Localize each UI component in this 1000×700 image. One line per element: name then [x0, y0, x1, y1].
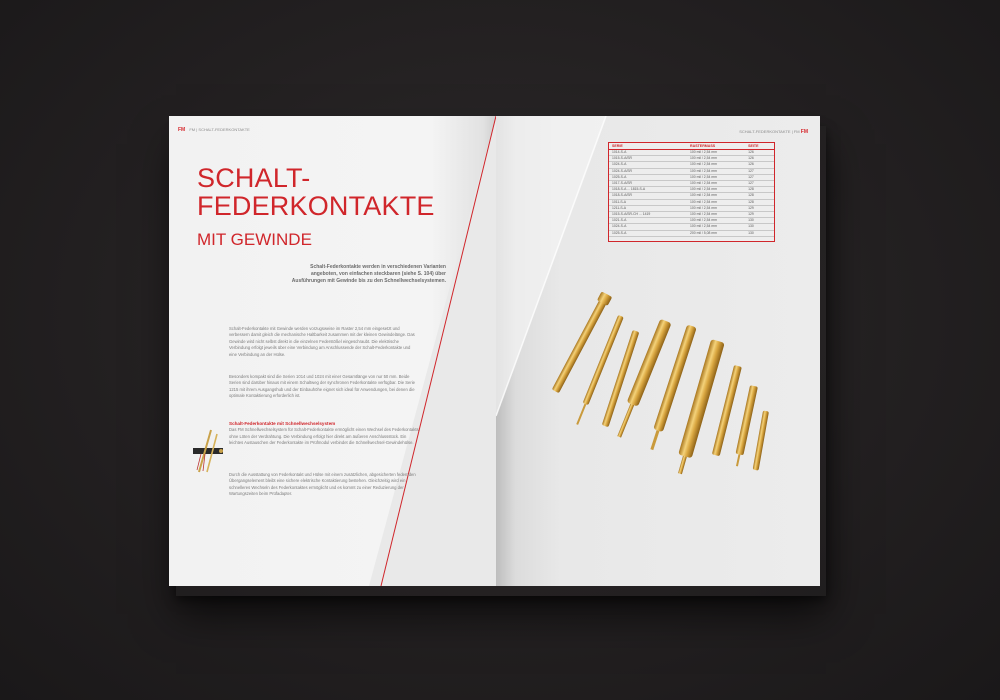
spec-table-cell: 100 mil / 2,54 mm — [687, 174, 745, 180]
body-paragraph: Schalt-Federkontakte mit Gewinde werden vorzugsweise im Raster 2,54 mm eingesetzt und verbessern damit gleich die mechanische Haltbarkeit zusammen mit der kleinen Gewindelänge. Das Gewinde wird nicht selbst direkt in die einzelnen Federstößel eingeschraubt. Die elektrische Verbindung erfolgt jeweils über eine Verbindung am Anschlussende der Schalt-Federkontakte und eine Verbindung an der Hülse. — [229, 326, 415, 357]
spec-table-cell: 1015-S-A/SR-CH ... 1419 — [609, 212, 687, 218]
header-text: SCHALT-FEDERKONTAKTE | FM — [739, 129, 800, 134]
quick-change-system-photo — [191, 428, 225, 474]
spec-table-cell: 127 — [745, 168, 774, 174]
spec-table-cell: 128 — [745, 199, 774, 205]
spec-table-cell: 129 — [745, 205, 774, 211]
section — [229, 421, 419, 447]
column-header: SEITE — [745, 143, 774, 150]
spec-table-cell: 1025-S-A — [609, 230, 687, 236]
spring-contact-pins — [550, 291, 769, 475]
right-page — [496, 116, 820, 586]
spec-table-cell: 1021-S-A — [609, 218, 687, 224]
spec-table-cell: 1011-S-A — [609, 199, 687, 205]
spec-table-cell: 1018-S-A ... 1815-S-A — [609, 187, 687, 193]
spec-table-cell: 100 mil / 2,54 mm — [687, 193, 745, 199]
spec-table-cell: 127 — [745, 174, 774, 180]
spec-table-cell: 1017-S-A/SR — [609, 181, 687, 187]
column-header: SERIE — [609, 143, 687, 150]
spec-table-cell: 1211-S-A — [609, 205, 687, 211]
spec-table-cell: 130 — [745, 230, 774, 236]
title-line: SCHALT- — [197, 163, 311, 193]
spec-table-cell: 126 — [745, 162, 774, 168]
spec-table-cell: 130 — [745, 224, 774, 230]
spec-table-cell: 126 — [745, 150, 774, 156]
fm-logo: FM — [178, 127, 186, 133]
section-paragraph: Durch die Ausstattung von Federkontakt und Hülse mit einem zusätzlichen, abgesicherten federnden Übergangselement bleibt eine sichere elektrische Kontaktierung bestehen. Gleichzeitig wird ein schnelleres Wechseln des Federkontaktes ermöglicht und es kommt zu einer Reduzierung der Wartungszeiten beim Prüfadapter. — [229, 472, 416, 497]
fm-logo: FM — [800, 129, 808, 135]
spec-table-cell: 1018-S-A/SR — [609, 193, 687, 199]
spec-table-cell: 100 mil / 2,54 mm — [687, 218, 745, 224]
page-title — [197, 164, 435, 220]
spec-table-cell: 1015-S-A/SR — [609, 156, 687, 162]
body-paragraph: Besonders kompakt sind die Serien 1014 und 1024 mit einer Gesamtlänge von nur 50 mm. Beide Serien sind darüber hinaus mit einem Schaltweg der synchronen Federkontakte verfügbar. Die Serie 1215 mit ihrem Ausgangshub und der Einbauhöhe eignet sich ideal für Anwendungen, bei denen die optimale Kontaktierung erforderlich ist. — [229, 374, 415, 399]
spec-table-cell: 127 — [745, 181, 774, 187]
spec-table-cell: 100 mil / 2,54 mm — [687, 156, 745, 162]
spec-table-cell: 100 mil / 2,54 mm — [687, 212, 745, 218]
header-text: FM | SCHALT-FEDERKONTAKTE — [189, 127, 250, 132]
section-heading: Schalt-Federkontakte mit Schnellwechselsystem — [229, 421, 336, 426]
spec-table-cell: 1024-S-A — [609, 162, 687, 168]
spec-table-cell: 128 — [745, 187, 774, 193]
spec-table-cell: 100 mil / 2,54 mm — [687, 199, 745, 205]
spec-table-cell: 130 — [745, 218, 774, 224]
spec-table-cell: 200 mil / 5,08 mm — [687, 230, 745, 236]
spec-table-cell: 1025-S-A — [609, 174, 687, 180]
spring-contacts-photo — [496, 116, 820, 586]
page-subtitle: MIT GEWINDE — [197, 230, 312, 249]
column-header: RASTERMASS — [687, 143, 745, 150]
spec-table-cell: 100 mil / 2,54 mm — [687, 168, 745, 174]
section-paragraph: Das FM Schnellwechselsystem für Schalt-Federkontakte ermöglicht einen Wechsel des Federkontakts ohne Löten der Verdrahtung. Die Verbindung erfolgt hier direkt am äußeren Anschlussstück. Ein leichtes Austauschen der Federkontakte im Prüfmodul verbindet die Schnellwechsel-Gewindehülse. — [229, 427, 419, 446]
spec-table-cell: 1024-S-A — [609, 224, 687, 230]
spec-table-cell: 128 — [745, 193, 774, 199]
title-line: FEDERKONTAKTE — [197, 191, 435, 221]
intro-text: Schalt-Federkontakte werden in verschiedenen Varianten angeboten, von einfachen steckbaren (siehe S. 104) über Ausführungen mit Gewinde bis zu den Schnellwechselsystemen. — [291, 264, 446, 284]
page-header-left — [178, 127, 250, 133]
spec-table-cell: 100 mil / 2,54 mm — [687, 150, 745, 156]
spec-table-cell: 1024-S-A/SR — [609, 168, 687, 174]
spec-table-cell: 100 mil / 2,54 mm — [687, 187, 745, 193]
spec-table-cell: 100 mil / 2,54 mm — [687, 181, 745, 187]
left-page — [169, 116, 496, 586]
spec-table-cell: 1014-S-A — [609, 150, 687, 156]
spec-table-cell: 100 mil / 2,54 mm — [687, 205, 745, 211]
spec-table-cell: 100 mil / 2,54 mm — [687, 162, 745, 168]
spec-table-cell: 129 — [745, 212, 774, 218]
spec-table-cell: 126 — [745, 156, 774, 162]
spec-table-cell: 100 mil / 2,54 mm — [687, 224, 745, 230]
